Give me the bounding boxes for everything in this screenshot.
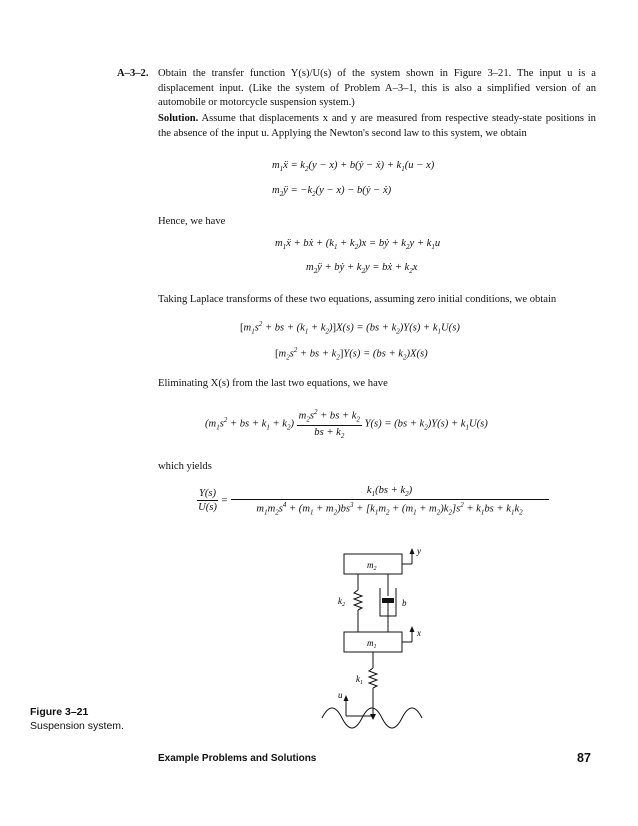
- mass-m1-label: $m_1$: [367, 638, 377, 650]
- equation-eliminated: ($m_1s^2$ + bs + $k_1 + k_2$) $\frac{m_2s^2 + bs + k_2}{bs + k_2}$ $Y(s) = (bs + k_2)Y(s) + k_1U(s)$: [205, 408, 488, 440]
- equation-hence-2: $m_2ÿ$ + bẏ + $k_2y$ = bẋ + $k_2x$: [306, 262, 418, 276]
- equation-laplace-2: [$m_2s^2$ + bs + $k_2]Y(s) = (bs + k_2)X(s)$: [275, 346, 428, 362]
- equation-newton-2: $m_2ÿ = -k_2(y - x)$ − b(ẏ − ẋ): [272, 185, 392, 199]
- equation-transfer-function: $\frac{Y(s)}{U(s)}$ = $\frac{k_1(bs + k_2)}{m_1m_2s^4 + (m_1 + m_2)bs^3 + [k_1m_2 + (m_1 + m_2)k_2]s^2 + k_1bs + k_1k_2}$: [197, 485, 549, 517]
- figure-number: Figure 3–21: [30, 706, 89, 718]
- solution-intro-text: Assume that displacements x and y are measured from respective steady-state positions in the absence of the input u. Applying the Newton's second law to this system, we obtain: [158, 113, 596, 139]
- eliminating-text: Eliminating X(s) from the last two equations, we have: [158, 378, 388, 389]
- u-label: u: [338, 690, 343, 700]
- x-label: x: [417, 628, 421, 638]
- suspension-diagram: [320, 548, 440, 738]
- y-label: y: [417, 548, 421, 556]
- problem-label: A–3–2.: [117, 68, 149, 79]
- laplace-text: Taking Laplace transforms of these two equations, assuming zero initial conditions, we obtain: [158, 294, 557, 305]
- equation-laplace-1: [$m_1s^2$ + bs + $(k_1 + k_2)]X(s) = (bs + k_2)Y(s) + k_1U(s)$: [240, 320, 460, 336]
- equation-hence-1: $m_1ẍ$ + bẋ + $(k_1 + k_2)x$ = bẏ + $k_2y + k_1u$: [275, 238, 441, 252]
- spring-k2-label: $k_2$: [338, 596, 345, 608]
- solution-intro: [158, 112, 596, 141]
- spring-k2: [354, 574, 362, 632]
- damper-b: [380, 574, 396, 632]
- page-number: 87: [577, 751, 591, 765]
- footer-section-title: Example Problems and Solutions: [158, 753, 317, 764]
- figure-caption: Suspension system.: [30, 720, 124, 732]
- problem-statement-text: Obtain the transfer function Y(s)/U(s) of the system shown in Figure 3–21. The input u is a displacement input. (Like the system of Problem A–3–1, this is also a simplified version of an automobile or motorcycle suspension system.): [158, 68, 596, 108]
- mass-m2-label: $m_2$: [367, 560, 377, 572]
- equation-newton-1: $m_1ẍ = k_2(y - x)$ + b(ẏ − ẋ) + $k_1(u - x)$: [272, 160, 435, 174]
- damper-b-label: b: [402, 598, 407, 608]
- yields-text: which yields: [158, 461, 212, 472]
- hence-text: Hence, we have: [158, 216, 226, 227]
- spring-k1-label: $k_1$: [356, 674, 363, 686]
- solution-label: Solution.: [158, 113, 199, 124]
- problem-statement: [158, 67, 596, 111]
